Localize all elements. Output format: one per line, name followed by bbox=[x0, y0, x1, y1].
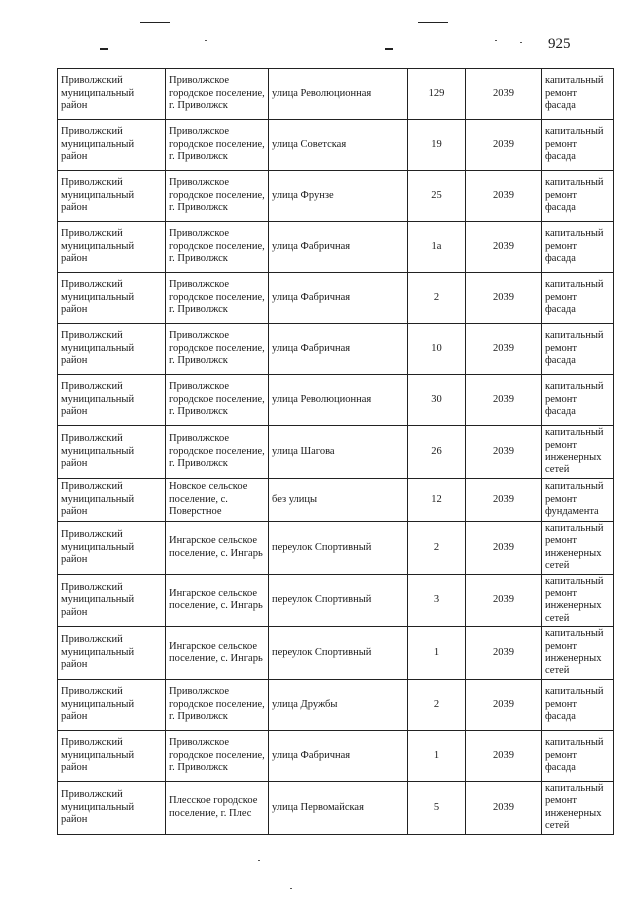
house-number-cell: 2 bbox=[408, 522, 466, 575]
street-cell: улица Дружбы bbox=[269, 679, 408, 730]
district-cell: Приволжский муниципальный район bbox=[58, 627, 166, 680]
house-number-cell: 5 bbox=[408, 781, 466, 834]
settlement-cell: Приволжское городское поселение, г. Приволжск bbox=[166, 171, 269, 222]
house-number-cell: 1а bbox=[408, 222, 466, 273]
street-cell: переулок Спортивный bbox=[269, 574, 408, 627]
district-cell: Приволжский муниципальный район bbox=[58, 679, 166, 730]
table-body bbox=[58, 69, 614, 835]
district-cell: Приволжский муниципальный район bbox=[58, 222, 166, 273]
settlement-cell: Ингарское сельское поселение, с. Ингарь bbox=[166, 627, 269, 680]
work-type-cell: капитальный ремонт фасада bbox=[542, 324, 614, 375]
work-type-cell: капитальный ремонт фасада bbox=[542, 679, 614, 730]
year-cell: 2039 bbox=[466, 479, 542, 522]
house-number-cell: 129 bbox=[408, 69, 466, 120]
table-row bbox=[58, 69, 614, 120]
table-row bbox=[58, 324, 614, 375]
settlement-cell: Приволжское городское поселение, г. Приволжск bbox=[166, 375, 269, 426]
street-cell: улица Фабричная bbox=[269, 222, 408, 273]
street-cell: без улицы bbox=[269, 479, 408, 522]
settlement-cell: Плесское городское поселение, г. Плес bbox=[166, 781, 269, 834]
settlement-cell: Приволжское городское поселение, г. Приволжск bbox=[166, 120, 269, 171]
district-cell: Приволжский муниципальный район bbox=[58, 479, 166, 522]
work-type-cell: капитальный ремонт фасада bbox=[542, 171, 614, 222]
settlement-cell: Приволжское городское поселение, г. Приволжск bbox=[166, 324, 269, 375]
street-cell: улица Фабричная bbox=[269, 324, 408, 375]
page-number: 925 bbox=[548, 36, 571, 52]
scan-speck bbox=[258, 860, 260, 861]
year-cell: 2039 bbox=[466, 627, 542, 680]
house-number-cell: 12 bbox=[408, 479, 466, 522]
house-number-cell: 1 bbox=[408, 627, 466, 680]
district-cell: Приволжский муниципальный район bbox=[58, 120, 166, 171]
table-row bbox=[58, 627, 614, 680]
street-cell: улица Первомайская bbox=[269, 781, 408, 834]
street-cell: улица Революционная bbox=[269, 69, 408, 120]
table-row bbox=[58, 426, 614, 479]
district-cell: Приволжский муниципальный район bbox=[58, 781, 166, 834]
work-type-cell: капитальный ремонт фундамента bbox=[542, 479, 614, 522]
scan-mark bbox=[385, 48, 393, 50]
street-cell: улица Советская bbox=[269, 120, 408, 171]
street-cell: улица Фабричная bbox=[269, 730, 408, 781]
settlement-cell: Приволжское городское поселение, г. Приволжск bbox=[166, 69, 269, 120]
district-cell: Приволжский муниципальный район bbox=[58, 69, 166, 120]
street-cell: переулок Спортивный bbox=[269, 627, 408, 680]
house-number-cell: 2 bbox=[408, 273, 466, 324]
year-cell: 2039 bbox=[466, 522, 542, 575]
settlement-cell: Приволжское городское поселение, г. Приволжск bbox=[166, 730, 269, 781]
year-cell: 2039 bbox=[466, 222, 542, 273]
work-type-cell: капитальный ремонт инженерных сетей bbox=[542, 627, 614, 680]
district-cell: Приволжский муниципальный район bbox=[58, 324, 166, 375]
year-cell: 2039 bbox=[466, 781, 542, 834]
house-number-cell: 1 bbox=[408, 730, 466, 781]
settlement-cell: Приволжское городское поселение, г. Приволжск bbox=[166, 273, 269, 324]
work-type-cell: капитальный ремонт инженерных сетей bbox=[542, 781, 614, 834]
district-cell: Приволжский муниципальный район bbox=[58, 273, 166, 324]
scan-mark bbox=[140, 22, 170, 23]
district-cell: Приволжский муниципальный район bbox=[58, 730, 166, 781]
table-row bbox=[58, 522, 614, 575]
district-cell: Приволжский муниципальный район bbox=[58, 522, 166, 575]
settlement-cell: Приволжское городское поселение, г. Приволжск bbox=[166, 679, 269, 730]
year-cell: 2039 bbox=[466, 730, 542, 781]
table-row bbox=[58, 171, 614, 222]
house-number-cell: 25 bbox=[408, 171, 466, 222]
year-cell: 2039 bbox=[466, 120, 542, 171]
street-cell: улица Шагова bbox=[269, 426, 408, 479]
work-type-cell: капитальный ремонт фасада bbox=[542, 730, 614, 781]
street-cell: улица Революционная bbox=[269, 375, 408, 426]
work-type-cell: капитальный ремонт фасада bbox=[542, 69, 614, 120]
work-type-cell: капитальный ремонт инженерных сетей bbox=[542, 522, 614, 575]
settlement-cell: Приволжское городское поселение, г. Приволжск bbox=[166, 222, 269, 273]
year-cell: 2039 bbox=[466, 273, 542, 324]
scan-mark bbox=[100, 48, 108, 50]
table-row bbox=[58, 375, 614, 426]
street-cell: улица Фабричная bbox=[269, 273, 408, 324]
table-row bbox=[58, 479, 614, 522]
work-type-cell: капитальный ремонт инженерных сетей bbox=[542, 574, 614, 627]
year-cell: 2039 bbox=[466, 574, 542, 627]
work-type-cell: капитальный ремонт фасада bbox=[542, 222, 614, 273]
settlement-cell: Новское сельское поселение, с. Поверстное bbox=[166, 479, 269, 522]
year-cell: 2039 bbox=[466, 324, 542, 375]
scan-speck bbox=[495, 40, 497, 41]
work-type-cell: капитальный ремонт фасада bbox=[542, 120, 614, 171]
district-cell: Приволжский муниципальный район bbox=[58, 171, 166, 222]
street-cell: улица Фрунзе bbox=[269, 171, 408, 222]
table-row bbox=[58, 574, 614, 627]
table-row bbox=[58, 273, 614, 324]
scan-speck bbox=[520, 42, 522, 43]
settlement-cell: Приволжское городское поселение, г. Приволжск bbox=[166, 426, 269, 479]
scan-mark bbox=[418, 22, 448, 23]
year-cell: 2039 bbox=[466, 375, 542, 426]
table-row bbox=[58, 120, 614, 171]
work-type-cell: капитальный ремонт фасада bbox=[542, 375, 614, 426]
street-cell: переулок Спортивный bbox=[269, 522, 408, 575]
table-row bbox=[58, 781, 614, 834]
year-cell: 2039 bbox=[466, 69, 542, 120]
settlement-cell: Ингарское сельское поселение, с. Ингарь bbox=[166, 522, 269, 575]
house-number-cell: 26 bbox=[408, 426, 466, 479]
table-row bbox=[58, 222, 614, 273]
house-number-cell: 3 bbox=[408, 574, 466, 627]
district-cell: Приволжский муниципальный район bbox=[58, 375, 166, 426]
year-cell: 2039 bbox=[466, 426, 542, 479]
table-row bbox=[58, 679, 614, 730]
house-number-cell: 10 bbox=[408, 324, 466, 375]
table-row bbox=[58, 730, 614, 781]
settlement-cell: Ингарское сельское поселение, с. Ингарь bbox=[166, 574, 269, 627]
repair-schedule-table bbox=[57, 68, 614, 835]
house-number-cell: 19 bbox=[408, 120, 466, 171]
house-number-cell: 2 bbox=[408, 679, 466, 730]
scan-speck bbox=[205, 40, 207, 41]
scan-speck bbox=[290, 888, 292, 889]
house-number-cell: 30 bbox=[408, 375, 466, 426]
work-type-cell: капитальный ремонт инженерных сетей bbox=[542, 426, 614, 479]
district-cell: Приволжский муниципальный район bbox=[58, 426, 166, 479]
year-cell: 2039 bbox=[466, 171, 542, 222]
district-cell: Приволжский муниципальный район bbox=[58, 574, 166, 627]
work-type-cell: капитальный ремонт фасада bbox=[542, 273, 614, 324]
year-cell: 2039 bbox=[466, 679, 542, 730]
